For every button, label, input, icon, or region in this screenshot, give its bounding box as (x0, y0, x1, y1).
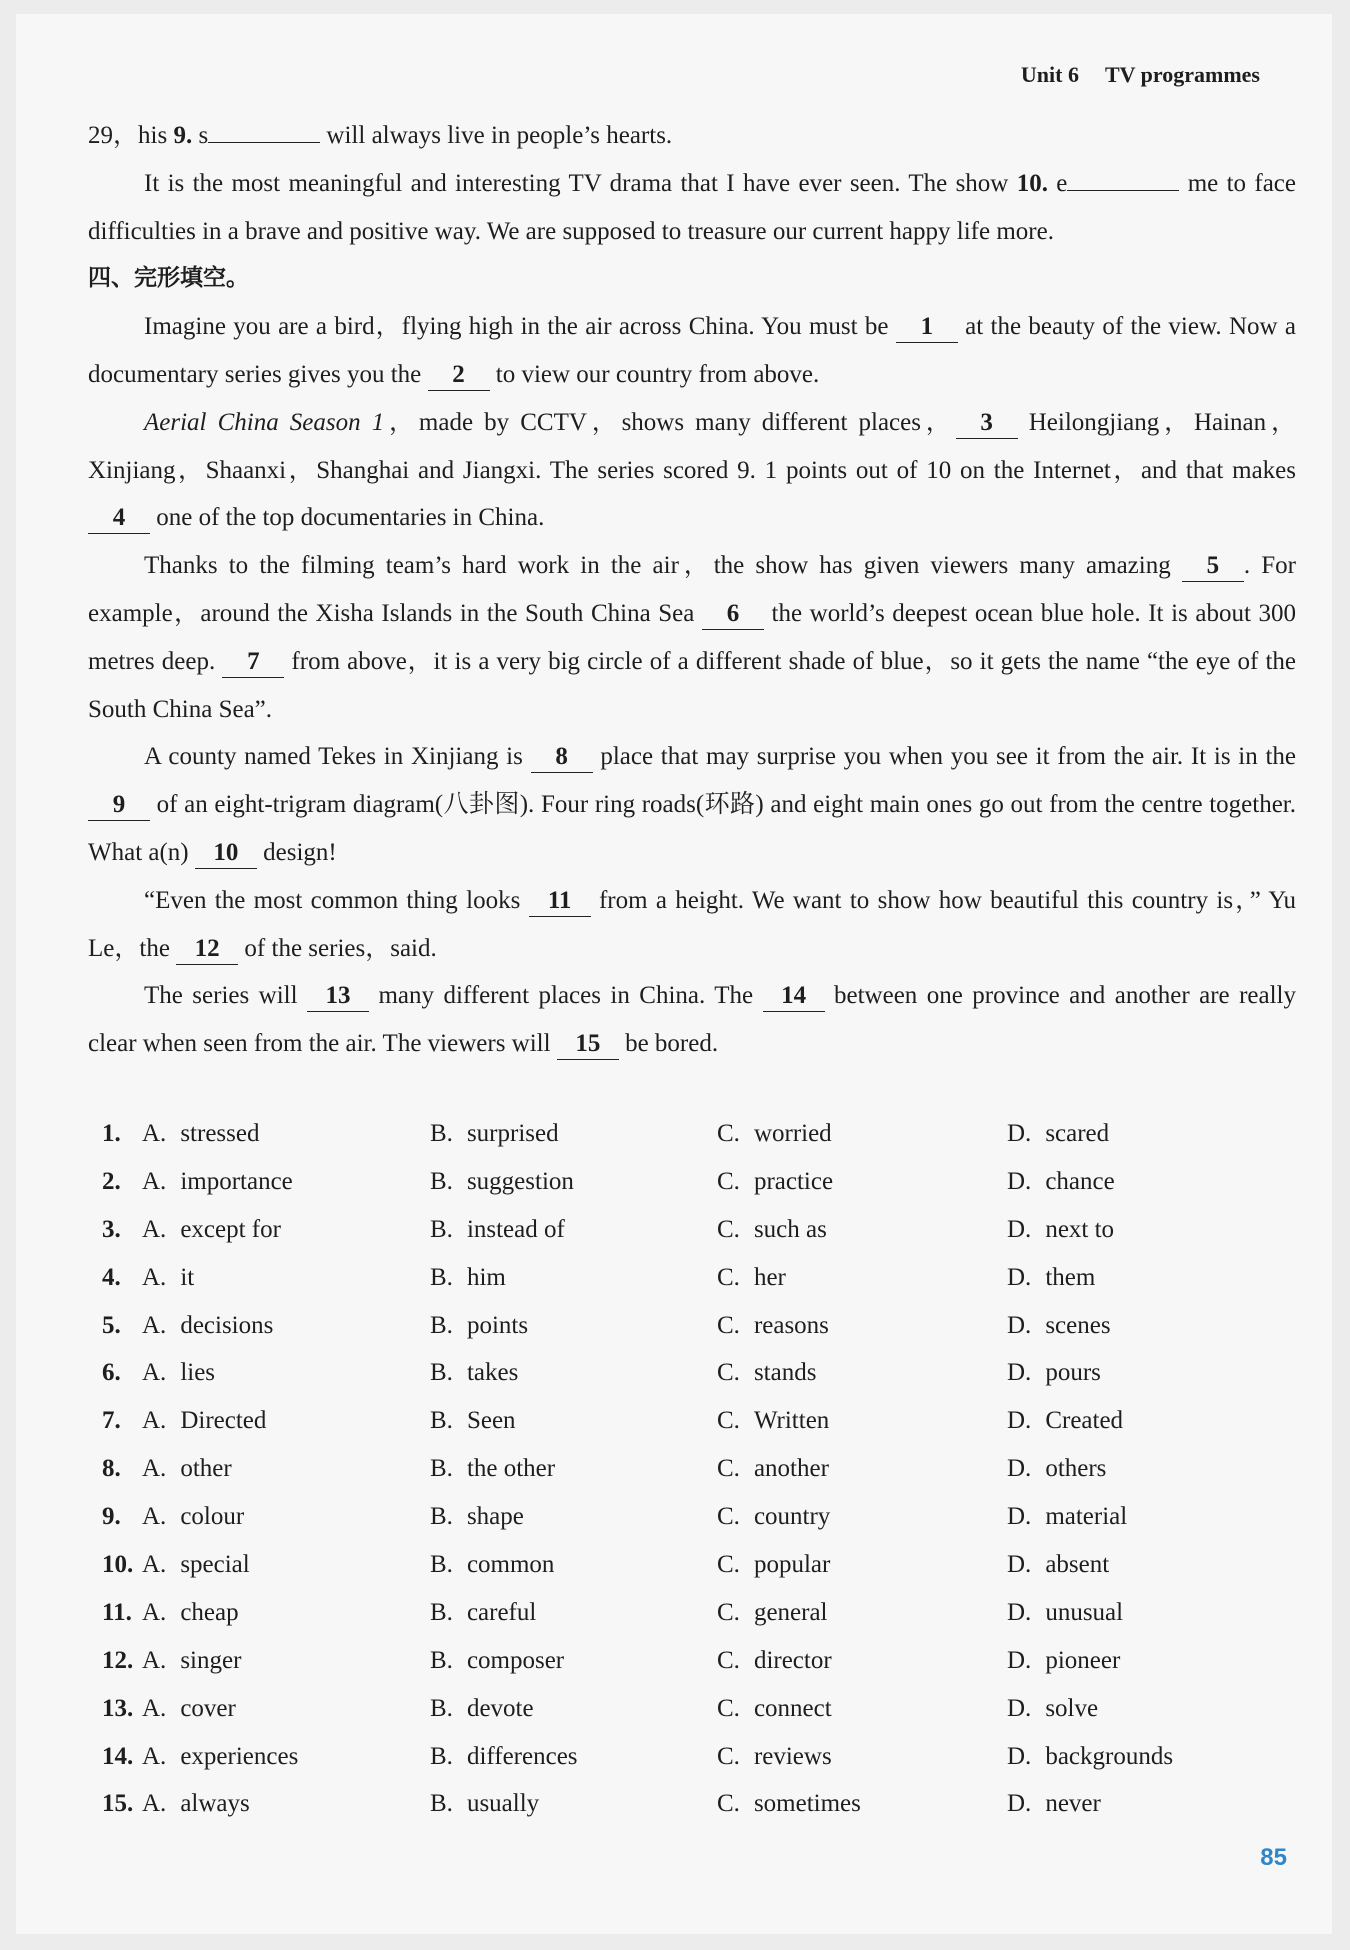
option-letter: A. (142, 1742, 167, 1770)
option-text: others (1045, 1455, 1107, 1483)
cloze-paragraph-5: “Even the most common thing looks 11 from a height. We want to show how beautiful this country is，” Yu Le，the 12 of the series，said. (88, 877, 1296, 973)
option-text: her (753, 1263, 786, 1291)
option-letter: B. (430, 1503, 453, 1531)
option-text: Seen (466, 1407, 516, 1435)
option-a[interactable] (142, 1359, 215, 1387)
option-letter: D. (1007, 1407, 1032, 1435)
cloze-blank-7[interactable]: 7 (222, 647, 284, 678)
option-letter: A. (142, 1359, 167, 1387)
option-b[interactable] (430, 1743, 578, 1771)
option-a[interactable] (142, 1551, 250, 1579)
option-letter: C. (717, 1167, 740, 1195)
option-text: absent (1045, 1551, 1110, 1579)
option-text: it (180, 1263, 195, 1291)
option-d[interactable] (1007, 1264, 1095, 1292)
option-b[interactable] (430, 1359, 518, 1387)
option-letter: A. (142, 1598, 167, 1626)
option-letter: C. (717, 1503, 740, 1531)
option-letter: A. (142, 1120, 167, 1147)
option-letter: B. (430, 1694, 453, 1722)
option-a[interactable] (142, 1120, 259, 1148)
option-a[interactable] (142, 1503, 244, 1531)
option-letter: D. (1007, 1551, 1032, 1579)
option-letter: D. (1007, 1359, 1032, 1387)
option-d[interactable] (1007, 1551, 1109, 1579)
option-text: colour (180, 1503, 245, 1531)
option-text: importance (180, 1167, 293, 1195)
option-row (102, 1695, 1292, 1743)
option-c[interactable] (717, 1407, 829, 1435)
option-c[interactable] (717, 1168, 833, 1196)
option-b[interactable] (430, 1599, 536, 1627)
option-text: surprised (466, 1120, 559, 1147)
option-b[interactable] (430, 1216, 565, 1244)
option-c[interactable] (717, 1503, 830, 1531)
option-text: cheap (180, 1598, 239, 1626)
option-text: other (180, 1455, 232, 1483)
option-b[interactable] (430, 1120, 559, 1148)
option-letter: D. (1007, 1263, 1032, 1291)
option-d[interactable] (1007, 1120, 1109, 1148)
option-row (102, 1599, 1292, 1647)
option-letter: A. (142, 1503, 167, 1531)
cloze-paragraph-4: A county named Tekes in Xinjiang is 8 place that may surprise you when you see it from the air. It is in the 9 of an eight-trigram diagram(八卦图). Four ring roads(环路) and eight main ones go out from the centre together. What a(n) 10 design! (88, 733, 1296, 876)
option-d[interactable] (1007, 1599, 1123, 1627)
option-row (102, 1407, 1292, 1455)
option-text: except for (180, 1215, 281, 1243)
option-text: chance (1045, 1167, 1115, 1195)
page (16, 14, 1332, 1934)
option-row (102, 1120, 1292, 1168)
cloze-blank-6[interactable]: 6 (702, 599, 764, 630)
cloze-blank-4[interactable]: 4 (88, 503, 150, 534)
option-text: pours (1045, 1359, 1101, 1387)
option-text: them (1045, 1263, 1096, 1291)
cloze-blank-3[interactable]: 3 (956, 408, 1018, 439)
option-text: backgrounds (1045, 1742, 1174, 1770)
unit-label: Unit 6 (1020, 62, 1079, 87)
option-letter: C. (717, 1215, 740, 1243)
option-letter: D. (1007, 1598, 1032, 1626)
option-row (102, 1743, 1292, 1791)
option-text: instead of (466, 1215, 565, 1243)
question-10-number: 10. (1016, 169, 1048, 197)
passage-content (88, 112, 1296, 1068)
option-letter: C. (717, 1742, 740, 1770)
option-d[interactable] (1007, 1647, 1120, 1675)
option-text: reasons (753, 1311, 829, 1339)
option-a[interactable] (142, 1599, 239, 1627)
option-question-number: 6. (102, 1359, 121, 1387)
documentary-title: Aerial China Season 1 (144, 408, 385, 436)
page-number: 85 (1260, 1844, 1287, 1871)
option-question-number: 3. (102, 1215, 121, 1243)
option-text: country (753, 1503, 831, 1531)
option-row (102, 1647, 1292, 1695)
option-letter: B. (430, 1646, 453, 1674)
option-text: singer (180, 1646, 242, 1674)
option-c[interactable] (717, 1599, 828, 1627)
option-b[interactable] (430, 1264, 506, 1292)
option-d[interactable] (1007, 1216, 1114, 1244)
unit-title: TV programmes (1104, 62, 1260, 87)
option-letter: A. (142, 1311, 167, 1339)
option-letter: D. (1007, 1790, 1032, 1818)
option-text: solve (1045, 1694, 1099, 1722)
option-letter: C. (717, 1407, 740, 1435)
option-letter: B. (430, 1790, 453, 1818)
option-text: the other (466, 1455, 556, 1483)
option-text: practice (753, 1167, 834, 1195)
cloze-blank-14[interactable]: 14 (763, 981, 825, 1012)
cloze-blank-13[interactable]: 13 (307, 981, 369, 1012)
option-text: reviews (753, 1742, 832, 1770)
cloze-blank-9[interactable]: 9 (88, 790, 150, 821)
option-text: him (466, 1263, 506, 1291)
cloze-blank-5[interactable]: 5 (1182, 551, 1244, 582)
option-question-number: 7. (102, 1407, 121, 1435)
option-letter: B. (430, 1359, 453, 1387)
option-letter: D. (1007, 1311, 1032, 1339)
option-letter: B. (430, 1455, 453, 1483)
option-text: Created (1045, 1407, 1124, 1435)
option-text: sometimes (753, 1790, 861, 1818)
option-a[interactable] (142, 1312, 273, 1340)
option-text: differences (466, 1742, 578, 1770)
option-d[interactable] (1007, 1359, 1101, 1387)
option-c[interactable] (717, 1743, 832, 1771)
option-c[interactable] (717, 1790, 861, 1818)
option-question-number: 4. (102, 1263, 121, 1291)
option-text: common (466, 1551, 555, 1579)
cloze-blank-1[interactable]: 1 (896, 312, 958, 343)
option-a[interactable] (142, 1695, 236, 1723)
option-letter: A. (142, 1551, 167, 1579)
option-b[interactable] (430, 1647, 564, 1675)
option-letter: C. (717, 1790, 740, 1818)
option-text: connect (753, 1694, 832, 1722)
option-text: suggestion (466, 1167, 574, 1195)
option-question-number: 10. (102, 1551, 134, 1579)
option-text: next to (1045, 1215, 1115, 1243)
option-d[interactable] (1007, 1743, 1173, 1771)
option-text: never (1045, 1790, 1101, 1818)
option-c[interactable] (717, 1695, 832, 1723)
passage-line-1: 29，his 9. s will always live in people’s hearts. (88, 122, 673, 149)
option-question-number: 11. (102, 1598, 132, 1626)
option-row (102, 1359, 1292, 1407)
option-question-number: 12. (102, 1646, 134, 1674)
option-a[interactable] (142, 1264, 194, 1292)
answer-blank-10[interactable] (1067, 190, 1179, 191)
option-question-number: 1. (102, 1120, 121, 1147)
option-b[interactable] (430, 1407, 516, 1435)
option-letter: D. (1007, 1455, 1032, 1483)
option-text: worried (753, 1120, 832, 1147)
option-letter: B. (430, 1598, 453, 1626)
option-letter: B. (430, 1311, 453, 1339)
option-c[interactable] (717, 1264, 786, 1292)
option-text: Directed (180, 1407, 267, 1435)
option-letter: A. (142, 1694, 167, 1722)
option-letter: B. (430, 1215, 453, 1243)
page-header (1021, 62, 1260, 88)
option-question-number: 9. (102, 1503, 121, 1531)
option-letter: C. (717, 1359, 740, 1387)
option-row (102, 1216, 1292, 1264)
option-text: general (753, 1598, 828, 1626)
option-letter: A. (142, 1263, 167, 1291)
option-letter: B. (430, 1167, 453, 1195)
option-row (102, 1455, 1292, 1503)
option-text: shape (466, 1503, 524, 1531)
option-row (102, 1790, 1292, 1838)
option-row (102, 1503, 1292, 1551)
option-text: scared (1045, 1120, 1110, 1147)
cloze-blank-10[interactable]: 10 (195, 838, 257, 869)
option-c[interactable] (717, 1647, 832, 1675)
option-letter: A. (142, 1790, 167, 1818)
option-b[interactable] (430, 1312, 528, 1340)
option-letter: D. (1007, 1120, 1032, 1147)
option-text: takes (466, 1359, 519, 1387)
option-question-number: 5. (102, 1311, 121, 1339)
option-a[interactable] (142, 1647, 241, 1675)
option-text: popular (753, 1551, 831, 1579)
option-b[interactable] (430, 1168, 574, 1196)
option-c[interactable] (717, 1359, 816, 1387)
option-letter: A. (142, 1646, 167, 1674)
option-text: stressed (180, 1120, 260, 1147)
option-letter: C. (717, 1694, 740, 1722)
option-text: usually (466, 1790, 540, 1818)
cloze-blank-2[interactable]: 2 (428, 360, 490, 391)
option-text: such as (753, 1215, 827, 1243)
option-letter: B. (430, 1120, 453, 1147)
option-b[interactable] (430, 1695, 534, 1723)
option-a[interactable] (142, 1455, 232, 1483)
option-d[interactable] (1007, 1312, 1111, 1340)
option-d[interactable] (1007, 1455, 1106, 1483)
option-text: material (1045, 1503, 1128, 1531)
option-text: director (753, 1646, 832, 1674)
option-letter: B. (430, 1551, 453, 1579)
option-question-number: 15. (102, 1790, 134, 1818)
option-text: composer (466, 1646, 565, 1674)
option-c[interactable] (717, 1455, 829, 1483)
option-text: cover (180, 1694, 236, 1722)
option-b[interactable] (430, 1790, 539, 1818)
option-c[interactable] (717, 1120, 832, 1148)
option-row (102, 1551, 1292, 1599)
cloze-paragraph-3: Thanks to the filming team’s hard work in the air，the show has given viewers many amazing 5 . For example，around the Xisha Islands in the South China Sea 6 the world’s deepest ocean blue hole. It is about 300 metres deep. 7 from above，it is a very big circle of a different shade of blue，so it gets the name “the eye of the South China Sea”. (88, 552, 1296, 723)
option-letter: D. (1007, 1503, 1032, 1531)
option-row (102, 1312, 1292, 1360)
answer-blank-9[interactable] (208, 142, 320, 143)
cloze-blank-8[interactable]: 8 (531, 742, 593, 773)
option-text: special (180, 1551, 250, 1579)
option-a[interactable] (142, 1743, 298, 1771)
option-a[interactable] (142, 1216, 281, 1244)
option-text: pioneer (1045, 1646, 1121, 1674)
option-d[interactable] (1007, 1790, 1101, 1818)
option-d[interactable] (1007, 1407, 1123, 1435)
option-c[interactable] (717, 1216, 827, 1244)
option-letter: B. (430, 1742, 453, 1770)
option-letter: A. (142, 1407, 167, 1435)
answer-options (102, 1120, 1292, 1838)
option-text: another (753, 1455, 829, 1483)
option-letter: C. (717, 1455, 740, 1483)
option-text: Written (753, 1407, 830, 1435)
option-row (102, 1264, 1292, 1312)
cloze-paragraph-6: The series will 13 many different places in China. The 14 between one province and another are really clear when seen from the air. The viewers will 15 be bored. (88, 972, 1296, 1068)
option-letter: C. (717, 1646, 740, 1674)
option-b[interactable] (430, 1551, 554, 1579)
option-a[interactable] (142, 1790, 250, 1818)
question-9-number: 9. (173, 122, 193, 149)
option-letter: D. (1007, 1215, 1032, 1243)
option-letter: C. (717, 1311, 740, 1339)
cloze-blank-12[interactable]: 12 (176, 934, 238, 965)
option-d[interactable] (1007, 1503, 1127, 1531)
option-d[interactable] (1007, 1168, 1115, 1196)
option-text: stands (753, 1359, 817, 1387)
option-question-number: 14. (102, 1742, 134, 1770)
option-text: lies (180, 1359, 216, 1387)
option-text: careful (466, 1598, 537, 1626)
option-letter: A. (142, 1167, 167, 1195)
option-d[interactable] (1007, 1695, 1098, 1723)
cloze-blank-11[interactable]: 11 (529, 886, 591, 917)
section-title: 四、完形填空。 (88, 265, 249, 292)
option-text: unusual (1045, 1598, 1124, 1626)
option-text: points (466, 1311, 529, 1339)
option-text: scenes (1045, 1311, 1111, 1339)
option-text: devote (466, 1694, 534, 1722)
option-text: experiences (180, 1742, 299, 1770)
option-a[interactable] (142, 1168, 293, 1196)
option-letter: C. (717, 1120, 740, 1147)
option-question-number: 2. (102, 1167, 121, 1195)
option-text: decisions (180, 1311, 274, 1339)
option-letter: D. (1007, 1694, 1032, 1722)
option-letter: D. (1007, 1646, 1032, 1674)
option-letter: D. (1007, 1742, 1032, 1770)
option-c[interactable] (717, 1551, 830, 1579)
cloze-blank-15[interactable]: 15 (557, 1029, 619, 1060)
option-letter: B. (430, 1407, 453, 1435)
cloze-paragraph-2: Aerial China Season 1，made by CCTV，shows many different places， 3 Heilongjiang，Hainan，Xinjiang，Shaanxi，Shanghai and Jiangxi. The series scored 9. 1 points out of 10 on the Internet，and that makes 4 one of the top documentaries in China. (88, 399, 1296, 542)
option-b[interactable] (430, 1455, 555, 1483)
option-letter: B. (430, 1263, 453, 1291)
option-b[interactable] (430, 1503, 524, 1531)
option-question-number: 8. (102, 1455, 121, 1483)
option-a[interactable] (142, 1407, 266, 1435)
option-letter: C. (717, 1263, 740, 1291)
option-letter: A. (142, 1455, 167, 1483)
passage-paragraph-2: It is the most meaningful and interesting TV drama that I have ever seen. The show 10. e me to face difficulties in a brave and positive way. We are supposed to treasure our current happy life more. (88, 169, 1296, 245)
option-letter: C. (717, 1551, 740, 1579)
option-question-number: 13. (102, 1694, 134, 1722)
option-letter: A. (142, 1215, 167, 1243)
option-c[interactable] (717, 1312, 829, 1340)
option-letter: D. (1007, 1167, 1032, 1195)
option-row (102, 1168, 1292, 1216)
option-letter: C. (717, 1598, 740, 1626)
cloze-paragraph-1: Imagine you are a bird，flying high in the air across China. You must be 1 at the beauty of the view. Now a documentary series gives you the 2 to view our country from above. (88, 303, 1296, 399)
option-text: always (180, 1790, 250, 1818)
